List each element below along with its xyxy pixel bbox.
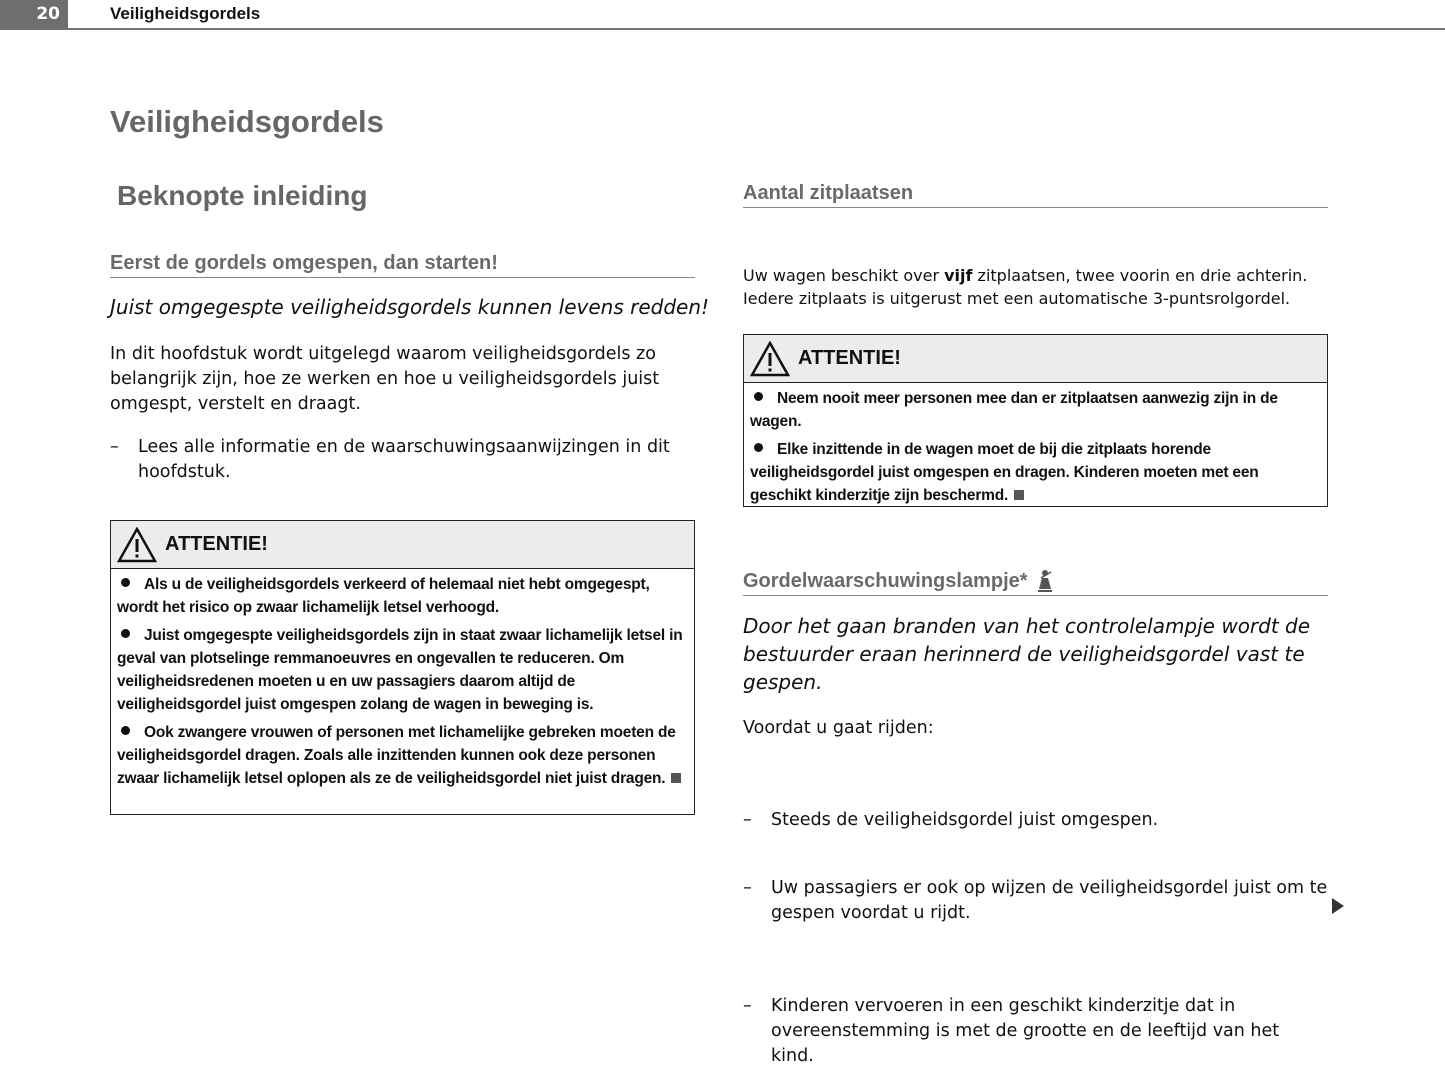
dash-item: – Kinderen vervoeren in een geschikt kinderzitje dat in overeenstemming is met de grootte en de leeftijd van het kind. [743,994,1318,1069]
header-section-title: Veiligheidsgordels [110,4,261,23]
warning-item: Elke inzittende in de wagen moet de bij die zitplaats horende veiligheidsgordel juist omgespen en dragen. Kinderen moeten met een geschikt kinderzitje zijn beschermd. [750,440,1259,505]
bullet-icon [121,578,130,587]
warning-item: Ook zwangere vrouwen of personen met lichamelijke gebreken moeten de veiligheidsgordel dragen. Zoals alle inzittenden kunnen ook deze personen zwaar lichamelijk letsel oplopen als ze de veiligheidsgordel niet juist dragen. [117,723,676,788]
subheading: Eerst de gordels omgespen, dan starten! [110,252,695,278]
belt-light-lead: Door het gaan branden van het controlelampje wordt de bestuurder eraan herinnerd de veiligheidsgordel vast te gespen. [743,614,1311,694]
warning-triangle-icon [117,527,157,563]
seats-text [743,264,1333,310]
subheading-seats: Aantal zitplaatsen [743,182,1328,208]
dash-item: – Uw passagiers er ook op wijzen de veiligheidsgordel juist om te gespen voordat u rijdt. [743,876,1333,926]
warning-item: Juist omgegespte veiligheidsgordels zijn in staat zwaar lichamelijk letsel in geval van plotselinge remmanoeuvres en ongevallen te reduceren. Om veiligheidsredenen moeten u en uw passagiers daarom altijd de veiligheidsgordel juist omgespen zolang de wagen in beweging is. [117,626,683,714]
bullet-icon [754,392,763,401]
section-heading: Beknopte inleiding [117,180,368,211]
seats-count: vijf [944,266,973,285]
dash-item: – Steeds de veiligheidsgordel juist omgespen. [743,808,1333,833]
warning-title: ATTENTIE! [798,347,901,369]
dash-item: – Lees alle informatie en de waarschuwingsaanwijzingen in dit hoofdstuk. [110,435,695,485]
intro-text: Voordat u gaat rijden: [743,718,934,738]
warning-box-seats [743,334,1328,507]
bullet-icon [121,629,130,638]
lead-text: Juist omgegespte veiligheidsgordels kunnen levens redden! [110,295,710,319]
end-mark-icon [671,773,681,783]
page-header [0,0,1445,30]
page-title: Veiligheidsgordels [110,104,384,139]
seatbelt-warning-icon [1034,569,1056,593]
belt-light-heading: Gordelwaarschuwingslampje* [743,569,1028,592]
warning-item: Als u de veiligheidsgordels verkeerd of helemaal niet hebt omgegespt, wordt het risico op zwaar lichamelijk letsel verhoogd. [117,576,650,617]
seats-text-b: zitplaatsen, twee voorin en drie achterin. Iedere zitplaats is uitgerust met een automatische 3-puntsrolgordel. [743,266,1308,308]
subheading-belt-light [743,569,1328,596]
warning-title: ATTENTIE! [165,533,268,555]
warning-item: Neem nooit meer personen mee dan er zitplaatsen aanwezig zijn in de wagen. [750,390,1278,431]
bullet-icon [754,443,763,452]
body-text: In dit hoofdstuk wordt uitgelegd waarom veiligheidsgordels zo belangrijk zijn, hoe ze werken en hoe u veiligheidsgordels juist omgespt, verstelt en draagt. [110,344,660,414]
warning-box [110,520,695,815]
page-number: 20 [0,0,68,29]
end-mark-icon [1014,490,1024,500]
bullet-icon [121,726,130,735]
next-page-arrow-icon [1331,897,1345,915]
warning-triangle-icon [750,341,790,377]
seats-text-a: Uw wagen beschikt over [743,266,945,285]
